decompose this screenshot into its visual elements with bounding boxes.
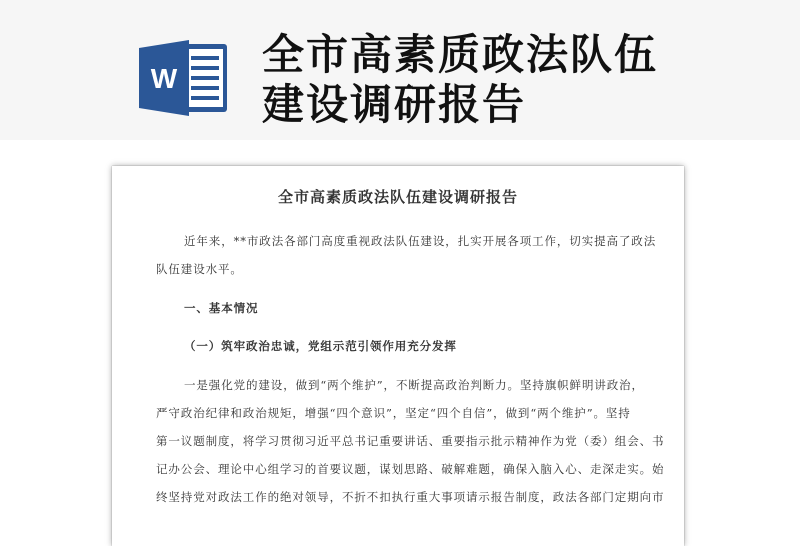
banner-title-line-1: 全市高素质政法队伍: [262, 30, 659, 79]
document-page: [112, 166, 684, 546]
document-title: 全市高素质政法队伍建设调研报告: [277, 188, 518, 206]
paragraph-line-2: 严守政治纪律和政治规矩，增强“四个意识”，坚定“四个自信”，做到“两个维护”。坚持: [156, 406, 631, 420]
paragraph-line-4: 记办公会、理论中心组学习的首要议题，谋划思路、破解难题，确保入脑入心、走深走实。始: [156, 462, 665, 476]
paragraph-line-3: 第一议题制度，将学习贯彻习近平总书记重要讲话、重要指示批示精神作为党（委）组会、书: [156, 434, 665, 448]
subsection-heading: （一）筑牢政治忠诚，党组示范引领作用充分发挥: [184, 339, 457, 353]
banner-title-line-2: 建设调研报告: [262, 80, 527, 129]
paragraph-line-5: 终坚持党对政法工作的绝对领导，不折不扣执行重大事项请示报告制度，政法各部门定期向市: [156, 490, 665, 504]
intro-line-2: 队伍建设水平。: [156, 262, 243, 276]
banner: [0, 0, 800, 140]
banner-title: [262, 30, 658, 130]
intro-line-1: 近年来，**市政法各部门高度重视政法队伍建设，扎实开展各项工作，切实提高了政法: [184, 234, 657, 248]
word-icon-letter: W: [150, 63, 178, 94]
section-heading: 一、基本情况: [184, 301, 259, 315]
paragraph-line-1: 一是强化党的建设，做到“两个维护”，不断提高政治判断力。坚持旗帜鲜明讲政治，: [184, 378, 644, 392]
word-document-icon: [139, 40, 231, 116]
